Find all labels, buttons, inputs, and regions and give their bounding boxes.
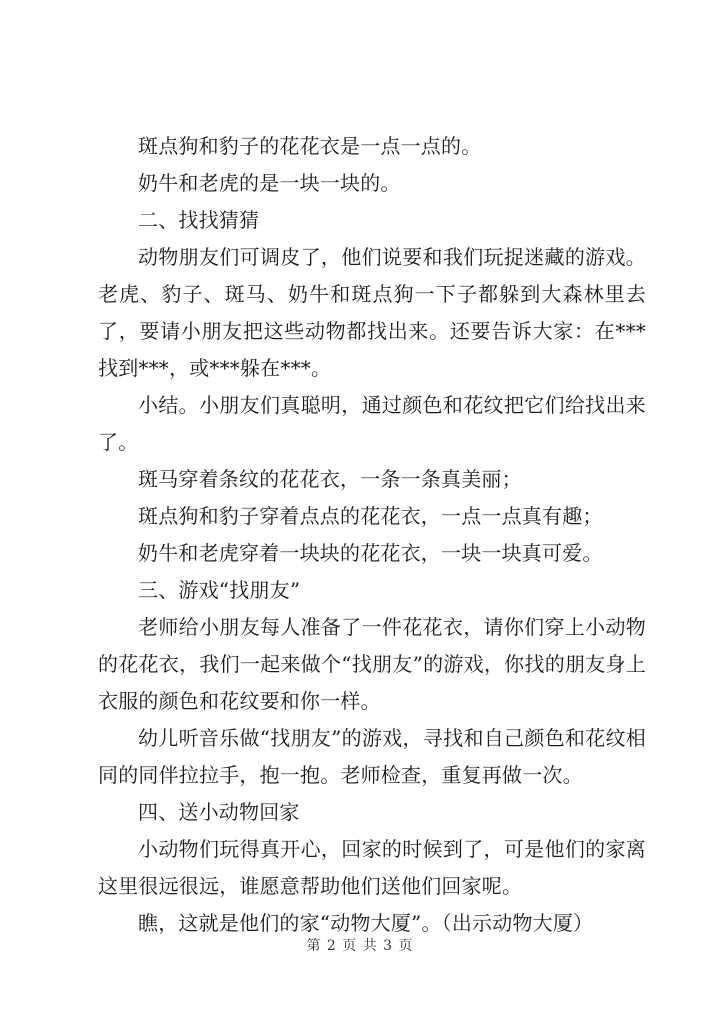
paragraph: 斑马穿着条纹的花花衣，一条一条真美丽； <box>138 467 522 491</box>
paragraph: 老师给小朋友每人准备了一件花花衣，请你们穿上小动物的花花衣，我们一起来做个“找朋友”的游戏，你找的朋友身上衣服的颜色和花纹要和你一样。 <box>98 615 646 713</box>
paragraph: 动物朋友们可调皮了，他们说要和我们玩捉迷藏的游戏。老虎、豹子、斑马、奶牛和斑点狗一下子都躲到大森林里去了，要请小朋友把这些动物都找出来。还要告诉大家：在***找到***，或***躲在***。 <box>98 245 646 380</box>
paragraph: 小动物们玩得真开心，回家的时候到了，可是他们的家离这里很远很远，谁愿意帮助他们送他们回家呢。 <box>98 837 646 898</box>
paragraph: 幼儿听音乐做“找朋友”的游戏，寻找和自己颜色和花纹相同的同伴拉拉手，抱一抱。老师检查，重复再做一次。 <box>98 726 646 787</box>
paragraph: 奶牛和老虎穿着一块块的花花衣，一块一块真可爱。 <box>138 541 603 565</box>
document-body <box>98 128 646 942</box>
page-number-footer: 第 2 页 共 3 页 <box>306 938 414 954</box>
paragraph: 奶牛和老虎的是一块一块的。 <box>138 171 401 195</box>
paragraph: 小结。小朋友们真聪明，通过颜色和花纹把它们给找出来了。 <box>98 393 646 454</box>
paragraph: 斑点狗和豹子的花花衣是一点一点的。 <box>138 134 482 158</box>
paragraph: 斑点狗和豹子穿着点点的花花衣，一点一点真有趣； <box>138 504 603 528</box>
section-heading: 三、游戏“找朋友” <box>138 578 301 602</box>
paragraph: 瞧，这就是他们的家“动物大厦”。（出示动物大厦） <box>138 911 594 935</box>
section-heading: 四、送小动物回家 <box>138 800 300 824</box>
section-heading: 二、找找猜猜 <box>138 208 260 232</box>
